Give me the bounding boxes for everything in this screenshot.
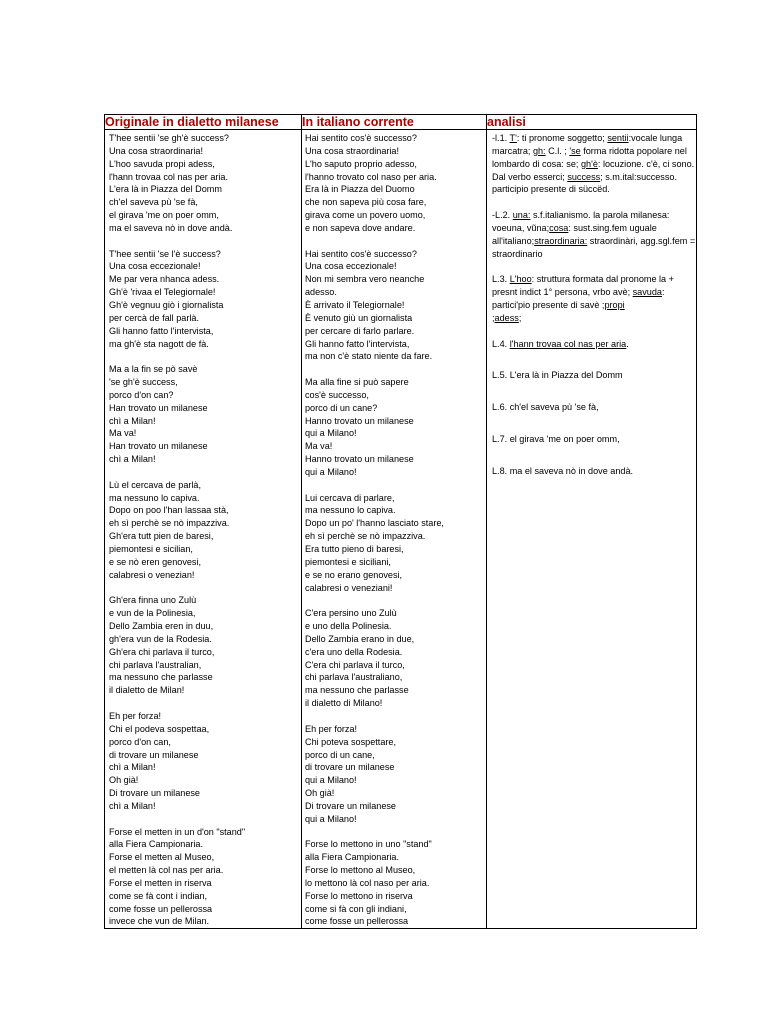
italian-line: Forse lo mettono in riserva bbox=[305, 890, 413, 901]
analysis-note-l3: L.3. L'hoo: struttura formata dal pronome la + presnt indict 1° persona, vrbo avè; savuda: partici'pio presente di savè ;propi ;adess; bbox=[492, 274, 674, 323]
original-line: come se fà cont i indian, bbox=[109, 890, 208, 901]
analysis-note-l6: L.6. ch'el saveva pù 'se fà, bbox=[492, 402, 599, 413]
italian-line: qui a Milano! bbox=[305, 466, 357, 477]
italian-line: come fosse un pellerossa bbox=[305, 916, 409, 927]
stanza-gap bbox=[109, 582, 301, 595]
original-line: Una cosa eccezionale! bbox=[109, 261, 201, 272]
italian-line: e non sapeva dove andare. bbox=[305, 222, 416, 233]
original-line: Han trovato un milanese bbox=[109, 402, 208, 413]
stanza-gap bbox=[305, 826, 486, 839]
original-line: Gli hanno fatto l'intervista, bbox=[109, 325, 214, 336]
original-line: Ma a la fin se pò savè bbox=[109, 364, 198, 375]
analysis-text bbox=[487, 130, 696, 478]
original-line: Forse el metten in un d'on "stand" bbox=[109, 826, 246, 837]
analysis-note-l4: L.4. l'hann trovaa col nas per aria. bbox=[492, 338, 629, 349]
italian-line: Oh già! bbox=[305, 788, 335, 799]
italian-line: eh sì perchè se nò impazziva. bbox=[305, 531, 426, 542]
original-line: Gh'era chi parlava il turco, bbox=[109, 646, 215, 657]
italian-line: Ma alla fine si può sapere bbox=[305, 377, 409, 388]
stanza-gap bbox=[109, 350, 301, 363]
italian-line: girava come un povero uomo, bbox=[305, 210, 426, 221]
italian-line: Forse lo mettono in uno "stand" bbox=[305, 839, 432, 850]
analysis-note-l5: L.5. L'era là in Piazza del Domm bbox=[492, 370, 623, 381]
original-line: per cercà de fall parlà. bbox=[109, 312, 199, 323]
italian-line: porco di un cane, bbox=[305, 749, 375, 760]
italian-line: ma non c'è stato niente da fare. bbox=[305, 351, 433, 362]
italian-line: L'ho saputo proprio adesso, bbox=[305, 158, 417, 169]
italian-line: Hai sentito cos'è successo? bbox=[305, 133, 417, 143]
italian-line: alla Fiera Campionaria. bbox=[305, 852, 400, 863]
original-line: ma el saveva nò in dove andà. bbox=[109, 222, 233, 233]
analysis-note-l1: -l.1. T': ti pronome soggetto; sentii:vocale lunga marcatra; gh: C.l. ; 'se forma ridotta popolare nel lombardo di cosa: se; gh'è: locuzione. c'è, ci sono. Dal verbo esserci; success; s.m.ital:successo. participio presente di süccëd. bbox=[492, 133, 695, 195]
italian-line: Non mi sembra vero neanche bbox=[305, 274, 425, 285]
original-line: 'se gh'è success, bbox=[109, 377, 178, 388]
original-line: Dello Zambia eren in duu, bbox=[109, 621, 214, 632]
italian-line: È arrivato il Telegiornale! bbox=[305, 299, 405, 310]
original-line: chi parlava l'australian, bbox=[109, 659, 202, 670]
original-line: come fosse un pellerossa bbox=[109, 903, 213, 914]
original-line: Gh'era tutt pien de baresi, bbox=[109, 531, 214, 542]
italian-line: adesso. bbox=[305, 287, 337, 298]
italian-line: ma nessuno che parlasse bbox=[305, 685, 409, 696]
original-text bbox=[105, 130, 301, 928]
italian-line: calabresi o veneziani! bbox=[305, 582, 393, 593]
italian-line: e uno della Polinesia. bbox=[305, 621, 392, 632]
italian-line: Dopo un po' l'hanno lasciato stare, bbox=[305, 518, 444, 529]
original-line: eh sì perchè se nò impazziva. bbox=[109, 518, 230, 529]
original-line: T'hee sentii 'se gh'è success? bbox=[109, 133, 229, 143]
analysis-note-l7: L.7. el girava 'me on poer omm, bbox=[492, 434, 620, 445]
italian-line: Ma va! bbox=[305, 441, 333, 452]
original-line: Eh per forza! bbox=[109, 710, 162, 721]
italian-line: Una cosa eccezionale! bbox=[305, 261, 397, 272]
stanza-gap bbox=[109, 466, 301, 479]
italian-line: C'era persino uno Zulù bbox=[305, 608, 397, 619]
italian-line: c'era uno della Rodesia. bbox=[305, 646, 403, 657]
original-line: chì a Milan! bbox=[109, 762, 156, 773]
original-line: gh'era vun de la Rodesia. bbox=[109, 633, 212, 644]
stanza-gap bbox=[109, 813, 301, 826]
original-line: ma gh'è sta nagott de fà. bbox=[109, 338, 209, 349]
stanza-gap bbox=[305, 235, 486, 248]
stanza-gap bbox=[305, 594, 486, 607]
italian-line: e se no erano genovesi, bbox=[305, 569, 403, 580]
stanza-gap bbox=[109, 697, 301, 710]
italian-line: come si fà con gli indiani, bbox=[305, 903, 407, 914]
italian-line: Hanno trovato un milanese bbox=[305, 415, 414, 426]
header-analysis: analisi bbox=[487, 115, 697, 130]
original-line: Gh'era finna uno Zulù bbox=[109, 595, 197, 606]
stanza-gap bbox=[305, 363, 486, 376]
stanza-gap bbox=[305, 710, 486, 723]
italian-line: per cercare di farlo parlare. bbox=[305, 325, 415, 336]
original-line: Ma va! bbox=[109, 428, 137, 439]
original-line: calabresi o venezian! bbox=[109, 569, 195, 580]
header-original: Originale in dialetto milanese bbox=[105, 115, 302, 130]
original-line: l'hann trovaa col nas per aria. bbox=[109, 171, 229, 182]
italian-line: Hai sentito cos'è successo? bbox=[305, 248, 417, 259]
italian-line: chi parlava l'australiano, bbox=[305, 672, 403, 683]
italian-column bbox=[302, 130, 487, 929]
original-line: il dialetto de Milan! bbox=[109, 685, 185, 696]
translation-table bbox=[104, 114, 697, 929]
original-line: e vun de la Polinesia, bbox=[109, 608, 196, 619]
header-row bbox=[105, 115, 697, 130]
original-line: Forse el metten in riserva bbox=[109, 877, 212, 888]
original-line: el girava 'me on poer omm, bbox=[109, 210, 219, 221]
analysis-note-l8: L.8. ma el saveva nò in dove andà. bbox=[492, 465, 634, 476]
italian-line: piemontesi e siciliani, bbox=[305, 556, 391, 567]
italian-line: ma nessuno lo capiva. bbox=[305, 505, 396, 516]
italian-line: che non sapeva più cosa fare, bbox=[305, 197, 427, 208]
original-line: Me par vera nhanca adess. bbox=[109, 274, 220, 285]
italian-line: l'hanno trovato col naso per aria. bbox=[305, 171, 437, 182]
original-line: porco d'on can? bbox=[109, 389, 174, 400]
italian-line: Una cosa straordinaria! bbox=[305, 145, 400, 156]
original-line: Di trovare un milanese bbox=[109, 788, 200, 799]
original-line: piemontesi e sicilian, bbox=[109, 544, 193, 554]
original-line: invece che vun de Milan. bbox=[109, 916, 210, 927]
italian-line: Gli hanno fatto l'intervista, bbox=[305, 338, 410, 349]
original-line: alla Fiera Campionaria. bbox=[109, 839, 204, 850]
original-line: chì a Milan! bbox=[109, 415, 156, 426]
italian-line: cos'è successo, bbox=[305, 389, 369, 400]
original-line: Una cosa straordinaria! bbox=[109, 145, 204, 156]
italian-line: lo mettono là col naso per aria. bbox=[305, 877, 430, 888]
header-italian: In italiano corrente bbox=[302, 115, 487, 130]
italian-line: Era là in Piazza del Duomo bbox=[305, 184, 415, 195]
italian-line: Forse lo mettono al Museo, bbox=[305, 865, 416, 876]
italian-line: C'era chi parlava il turco, bbox=[305, 659, 405, 670]
original-line: e se nò eren genovesi, bbox=[109, 556, 202, 567]
italian-line: Era tutto pieno di baresi, bbox=[305, 544, 404, 554]
original-line: Han trovato un milanese bbox=[109, 441, 208, 452]
italian-line: Di trovare un milanese bbox=[305, 800, 396, 811]
original-line: L'era là in Piazza del Domm bbox=[109, 184, 222, 195]
italian-line: Dello Zambia erano in due, bbox=[305, 633, 415, 644]
original-line: chì a Milan! bbox=[109, 800, 156, 811]
analysis-note-l2: -L.2. una: s.f.italianismo. la parola milanesa: voeuna, vũna;cosa: sust.sing.fem uguale all'italiano;straordinaria: straordinàri, agg.sgl.fem = straordinario bbox=[492, 210, 696, 259]
original-line: ch'el saveva pù 'se fà, bbox=[109, 197, 198, 208]
analysis-column bbox=[487, 130, 697, 929]
original-line: Gh'è vegnuu giò i giornalista bbox=[109, 299, 224, 310]
original-line: Forse el metten al Museo, bbox=[109, 852, 215, 863]
italian-line: Hanno trovato un milanese bbox=[305, 454, 414, 465]
italian-line: di trovare un milanese bbox=[305, 762, 395, 773]
italian-line: porco di un cane? bbox=[305, 402, 378, 413]
original-line: Lù el cercava de parlà, bbox=[109, 479, 202, 490]
original-line: chì a Milan! bbox=[109, 454, 156, 465]
original-line: ma nessuno lo capiva. bbox=[109, 492, 200, 503]
stanza-gap bbox=[305, 479, 486, 492]
original-line: Chi el podeva sospettaa, bbox=[109, 723, 210, 734]
original-line: Dopo on poo l'han lassaa stà, bbox=[109, 505, 229, 516]
italian-line: il dialetto di Milano! bbox=[305, 698, 383, 709]
italian-line: È venuto giù un giornalista bbox=[305, 312, 413, 323]
original-line: porco d'on can, bbox=[109, 736, 171, 747]
italian-line: Lui cercava di parlare, bbox=[305, 492, 395, 503]
original-line: Oh già! bbox=[109, 775, 139, 786]
body-row bbox=[105, 130, 697, 929]
italian-text bbox=[302, 130, 486, 928]
original-line: L'hoo savuda propi adess, bbox=[109, 158, 215, 169]
italian-line: Chi poteva sospettare, bbox=[305, 736, 396, 747]
italian-line: qui a Milano! bbox=[305, 428, 357, 439]
original-line: el metten là col nas per aria. bbox=[109, 865, 224, 876]
original-line: di trovare un milanese bbox=[109, 749, 199, 760]
original-line: ma nessuno che parlasse bbox=[109, 672, 213, 683]
original-line: T'hee sentii 'se l'è success? bbox=[109, 248, 221, 259]
italian-line: qui a Milano! bbox=[305, 775, 357, 786]
stanza-gap bbox=[109, 235, 301, 248]
original-column bbox=[105, 130, 302, 929]
original-line: Gh'è 'rivaa el Telegiornale! bbox=[109, 287, 216, 298]
italian-line: qui a Milano! bbox=[305, 813, 357, 824]
italian-line: Eh per forza! bbox=[305, 723, 358, 734]
